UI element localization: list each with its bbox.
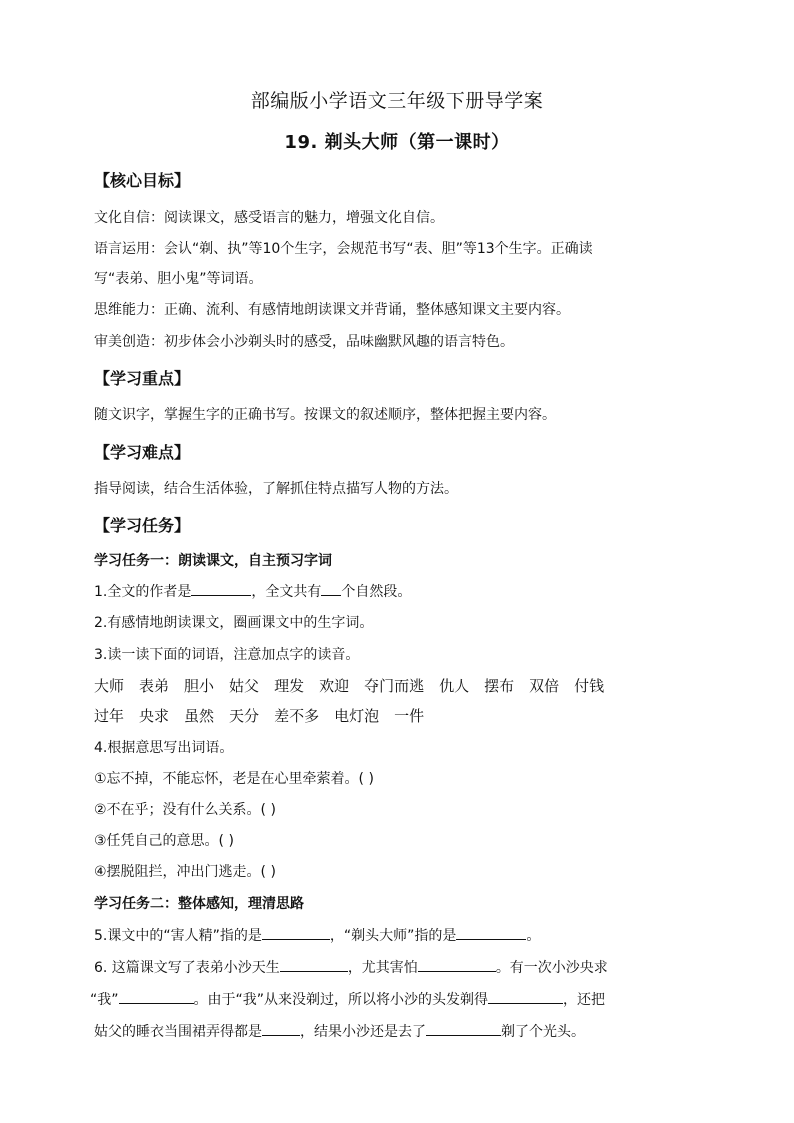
question-3: 3.读一读下面的词语，注意加点字的读音。 [94, 647, 360, 663]
question-5 [94, 925, 540, 945]
word-item: 夺门而逃 [364, 677, 425, 695]
core-line-4: 思维能力：正确、流利、有感情地朗读课文并背诵，整体感知课文主要内容。 [94, 302, 570, 318]
word-item: 双倍 [529, 677, 560, 695]
section-core-heading: 【核心目标】 [94, 171, 191, 190]
word-item: 付钱 [574, 677, 605, 695]
word-item: 天分 [229, 707, 260, 725]
core-line-3: 写“表弟、胆小鬼”等词语。 [94, 271, 263, 287]
question-6-line-3 [94, 1021, 585, 1041]
section-tasks-heading: 【学习任务】 [94, 516, 191, 535]
word-item: 过年 [94, 707, 125, 725]
request-blank[interactable] [119, 989, 194, 1004]
place-blank[interactable] [426, 1021, 501, 1036]
word-item: 大师 [94, 677, 125, 695]
section-difficulty-heading: 【学习难点】 [94, 443, 191, 462]
question-5-part-b: ，“剃头大师”指的是 [329, 928, 457, 944]
word-item: 理发 [274, 677, 305, 695]
trait-blank[interactable] [280, 957, 348, 972]
word-item: 表弟 [139, 677, 170, 695]
question-5-part-a: 5.课文中的“害人精”指的是 [94, 928, 262, 944]
question-4-item-3: ③任凭自己的意思。( ) [94, 833, 234, 849]
question-1-part-a: 1.全文的作者是 [94, 584, 192, 600]
word-item: 电灯泡 [334, 707, 380, 725]
lesson-title: 19. 剃头大师（第一课时） [284, 132, 510, 153]
question-6-part-d: “我” [90, 992, 119, 1008]
task2-heading: 学习任务二：整体感知，理清思路 [94, 896, 304, 912]
word-item: 虽然 [184, 707, 215, 725]
haircut-result-blank[interactable] [488, 989, 563, 1004]
question-6-part-f: ，还把 [563, 992, 606, 1008]
question-6-part-i: 剃了个光头。 [501, 1024, 585, 1040]
question-5-part-c: 。 [526, 928, 541, 944]
word-item: 欢迎 [319, 677, 350, 695]
document-title: 部编版小学语文三年级下册导学案 [250, 90, 544, 112]
question-2: 2.有感情地朗读课文，圈画课文中的生字词。 [94, 615, 374, 631]
word-list-row-1 [94, 675, 604, 696]
question-6-part-e: 。由于“我”从来没剃过，所以将小沙的头发剃得 [193, 992, 489, 1008]
question-6-part-c: 。有一次小沙央求 [495, 960, 608, 976]
core-line-5: 审美创造：初步体会小沙剃头时的感受，品味幽默风趣的语言特色。 [94, 334, 514, 350]
focus-text: 随文识字，掌握生字的正确书写。按课文的叙述顺序，整体把握主要内容。 [94, 407, 556, 423]
master-blank[interactable] [456, 925, 526, 940]
question-4: 4.根据意思写出词语。 [94, 740, 234, 756]
question-6-part-a: 6. 这篇课文写了表弟小沙天生 [94, 960, 280, 976]
word-item: 姑父 [229, 677, 260, 695]
word-item: 仇人 [439, 677, 470, 695]
core-line-1: 文化自信：阅读课文，感受语言的魅力，增强文化自信。 [94, 210, 444, 226]
word-item: 摆布 [484, 677, 515, 695]
author-blank[interactable] [191, 581, 251, 596]
question-6-line-2 [90, 989, 605, 1009]
covered-blank[interactable] [262, 1021, 300, 1036]
question-6-part-g: 姑父的睡衣当围裙弄得都是 [94, 1024, 262, 1040]
question-6-part-h: ，结果小沙还是去了 [300, 1024, 426, 1040]
difficulty-text: 指导阅读，结合生活体验，了解抓住特点描写人物的方法。 [94, 481, 458, 497]
section-focus-heading: 【学习重点】 [94, 369, 191, 388]
task1-heading: 学习任务一：朗读课文，自主预习字词 [94, 553, 332, 569]
question-4-item-2: ②不在乎；没有什么关系。( ) [94, 802, 276, 818]
word-list-row-2 [94, 705, 424, 726]
villain-blank[interactable] [262, 925, 330, 940]
question-4-item-1: ①忘不掉，不能忘怀，老是在心里牵萦着。( ) [94, 771, 374, 787]
question-1-part-c: 个自然段。 [341, 584, 412, 600]
question-1-part-b: ，全文共有 [251, 584, 322, 600]
core-line-2: 语言运用：会认“剃、执”等10个生字，会规范书写“表、胆”等13个生字。正确读 [94, 241, 593, 257]
word-item: 差不多 [274, 707, 320, 725]
question-1 [94, 581, 411, 601]
fear-blank[interactable] [418, 957, 496, 972]
question-6-line-1 [94, 957, 608, 977]
paragraph-count-blank[interactable] [321, 581, 341, 596]
question-6-part-b: ，尤其害怕 [347, 960, 418, 976]
word-item: 一件 [394, 707, 425, 725]
word-item: 胆小 [184, 677, 215, 695]
word-item: 央求 [139, 707, 170, 725]
question-4-item-4: ④摆脱阻拦，冲出门逃走。( ) [94, 864, 276, 880]
